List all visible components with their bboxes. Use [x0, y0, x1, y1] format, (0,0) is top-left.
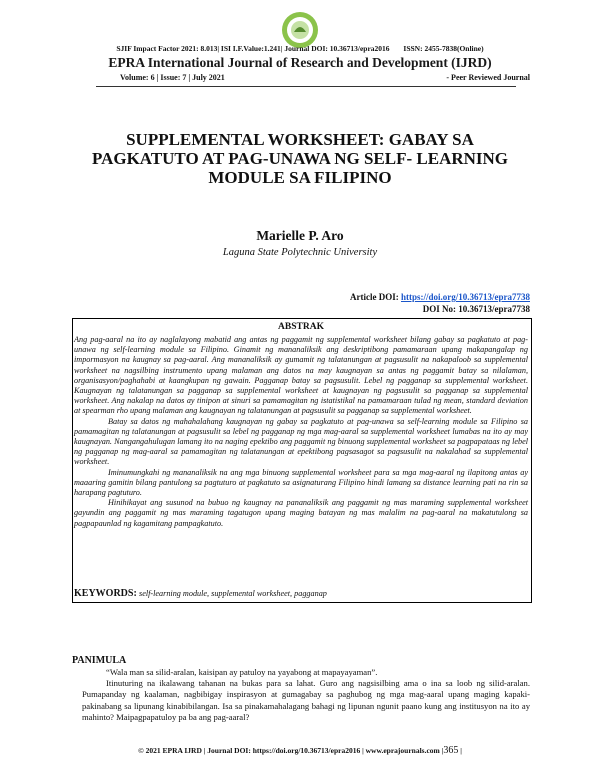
body-text	[82, 667, 530, 723]
abstract-paragraph: Ang pag-aaral na ito ay naglalayong mabatid ang antas ng paggamit ng supplemental worksheet bilang gabay sa pagkatuto at pag-unawa ng self-learning module sa Filipino. Ginamit ng mananaliksik ang deskriptibong pamamaraan upang makapangalap ng impormasyon na kaugnay sa pag-aaral. Ang mananaliksik ay gumamit ng talatanungan at pagsusulit na nakapaloob sa supplemental worksheet na nagsilbing instrumento upang malaman ang datos na may kaugnayan sa antas ng paggamit batay sa nilalaman, organisasyon/paghahabi at kaangkupan ng gawain. Pagganap batay sa pagsusulit. Lebel ng pagganap sa supplemental worksheet. Kaugnayan ng talatanungan sa pagganap sa supplemental worksheet at kaugnayan ng pagsusulit sa pagganap sa supplemental worksheet. Ang nakalap na datos ay tinipon at sinuri sa pamamagitan ng istatistikal na pamamaraan tulad ng mean, standard deviation at spearman rho upang malaman ang kaugnayan ng talatanungan at pagsusulit sa pagganap sa supplemental worksheet.	[74, 335, 528, 416]
author-affiliation: Laguna State Polytechnic University	[222, 247, 378, 258]
section-heading: PANIMULA	[72, 655, 127, 666]
footer-text: © 2021 EPRA IJRD | Journal DOI: https://doi.org/10.36713/epra2016 | www.eprajournals.com |	[138, 746, 444, 755]
article-doi-label: Article DOI:	[350, 292, 399, 302]
abstract-heading: ABSTRAK	[278, 322, 324, 332]
doi-number: DOI No: 10.36713/epra7738	[422, 304, 530, 314]
journal-title: EPRA International Journal of Research and Development (IJRD)	[108, 55, 492, 70]
abstract-paragraph: Iminumungkahi ng mananaliksik na ang mga binuong supplemental worksheet para sa mga mag-aaral ng ilapitong antas ay maaaring gamitin bilang pantulong sa pagtuturo at pagkatuto sa asignaturang Filipino hindi lamang sa distance learning pati na rin sa harapang pagtuturo.	[74, 467, 528, 498]
page-number: 365	[443, 745, 459, 756]
keywords-label: KEYWORDS:	[74, 588, 137, 599]
paper-title: SUPPLEMENTAL WORKSHEET: GABAY SA PAGKATUTO AT PAG-UNAWA NG SELF- LEARNING MODULE SA FILIPINO	[91, 130, 509, 187]
article-doi-link[interactable]: https://doi.org/10.36713/epra7738	[400, 292, 530, 302]
peer-reviewed: - Peer Reviewed Journal	[446, 73, 530, 82]
page-footer	[0, 745, 600, 756]
abstract-paragraph: Batay sa datos ng mahahalahang kaugnayan ng gabay sa pagkatuto at pag-unawa sa self-learning module sa Filipino sa pamamagitan ng talatanungan at pagsusulit sa lebel ng pagganap ng mga mag-aaral sa supplemental worksheet lumabas na ito ay may kaugnayan. Nangangahulugan lamang ito na naging epektibo ang paggamit ng binuong supplemental worksheet sa pagpapataas ng lebel ng pagganap ng mag-aaral sa pamamagitan ng talatanungan at epektibong pagsasagot sa pagsusulit na nakalahad sa supplemental worksheet.	[74, 416, 528, 467]
footer-end-bar: |	[460, 746, 462, 755]
keywords-list: self-learning module, supplemental worksheet, pagganap	[139, 589, 327, 598]
body-paragraph: Itinuturing na ikalawang tahanan na bukas para sa lahat. Guro ang nagsisilbing ama o ina sa loob ng silid-aralan. Pumapanday ng kaalaman, nagbibigay inspirasyon at gumagabay sa paghubog ng mga mag-aaral upang maging kapaki-pakinabang sa lipunang kinabibilangan. Isa sa pinakamahalagang bahagi ng lipunan ngunit paano kung ang institusyon na ito ay mahinto? Maipagpapatuloy pa ba ang pag-aaral?	[82, 678, 530, 722]
volume-issue: Volume: 6 | Issue: 7 | July 2021	[120, 73, 225, 82]
article-doi	[350, 292, 530, 302]
issn: ISSN: 2455-7838(Online)	[403, 44, 484, 53]
body-quote: “Wala man sa silid-aralan, kaisipan ay patuloy na yayabong at mapayayaman”.	[106, 667, 378, 677]
keywords	[74, 588, 528, 599]
header-divider	[96, 86, 516, 87]
impact-factor: SJIF Impact Factor 2021: 8.013| ISI I.F.Value:1.241| Journal DOI: 10.36713/epra2016	[116, 44, 390, 53]
header-meta	[0, 44, 600, 53]
abstract-paragraph: Hinihikayat ang susunod na bubuo ng kaugnay na pananaliksik ang paggamit ng mas maraming supplemental worksheet gayundin ang paggamit ng mas maraming tagatugon upang maging batayan ng mas malalim na pag-aaral na makatutulong sa pagpapaunlad ng kagamitang pampagkatuto.	[74, 498, 528, 528]
abstract-body	[74, 335, 528, 529]
author-name: Marielle P. Aro	[256, 228, 344, 243]
